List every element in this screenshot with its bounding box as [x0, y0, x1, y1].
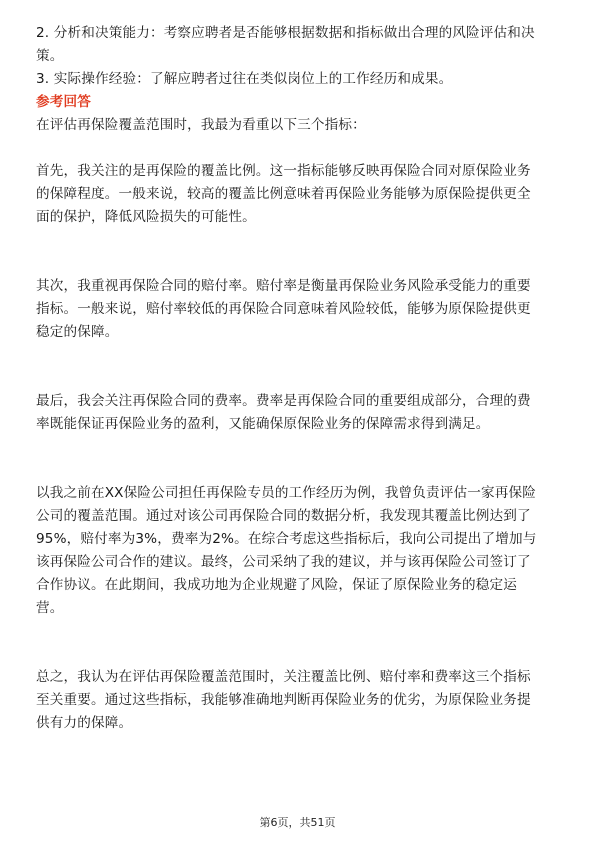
- paragraph-5-line: 总之，我认为在评估再保险覆盖范围时，关注覆盖比例、赔付率和费率这三个指标: [36, 669, 531, 685]
- paragraph-1-line: 的保障程度。一般来说，较高的覆盖比例意味着再保险业务能够为原保险提供更全: [36, 186, 531, 202]
- paragraph-4-line: 营。: [36, 600, 64, 616]
- paragraph-5-line: 至关重要。通过这些指标，我能够准确地判断再保险业务的优劣，为原保险业务提: [36, 692, 531, 708]
- paragraph-4-line: 该再保险公司合作的建议。最终，公司采纳了我的建议，并与该再保险公司签订了: [36, 554, 531, 570]
- paragraph-4-line: 以我之前在XX保险公司担任再保险专员的工作经历为例，我曾负责评估一家再保险: [36, 485, 536, 501]
- paragraph-3-line: 最后，我会关注再保险合同的费率。费率是再保险合同的重要组成部分，合理的费: [36, 393, 531, 409]
- paragraph-1-line: 面的保护，降低风险损失的可能性。: [36, 209, 256, 225]
- paragraph-4-line: 公司的覆盖范围。通过对该公司再保险合同的数据分析，我发现其覆盖比例达到了: [36, 508, 531, 524]
- criteria-item-3: 3. 实际操作经验：了解应聘者过往在类似岗位上的工作经历和成果。: [36, 71, 453, 87]
- paragraph-spacer: [36, 620, 559, 643]
- paragraph-3-line: 率既能保证再保险业务的盈利，又能确保原保险业务的保障需求得到满足。: [36, 416, 490, 432]
- paragraph-spacer: [36, 229, 559, 252]
- paragraph-2-line: 稳定的保障。: [36, 324, 119, 340]
- paragraph-spacer: [36, 252, 559, 275]
- paragraph-2-line: 指标。一般来说，赔付率较低的再保险合同意味着风险较低，能够为原保险提供更: [36, 301, 531, 317]
- paragraph-5-line: 供有力的保障。: [36, 715, 133, 731]
- paragraph-spacer: [36, 137, 559, 160]
- paragraph-1-line: 首先，我关注的是再保险的覆盖比例。这一指标能够反映再保险合同对原保险业务: [36, 163, 531, 179]
- criteria-item-2-line-2: 策。: [36, 48, 64, 64]
- answer-heading: 参考回答: [36, 94, 91, 110]
- paragraph-spacer: [36, 436, 559, 459]
- page-number-footer: 第6页，共51页: [259, 816, 336, 829]
- paragraph-spacer: [36, 459, 559, 482]
- paragraph-2-line: 其次，我重视再保险合同的赔付率。赔付率是衡量再保险业务风险承受能力的重要: [36, 278, 531, 294]
- criteria-item-2-line-1: 2. 分析和决策能力：考察应聘者是否能够根据数据和指标做出合理的风险评估和决: [36, 25, 535, 41]
- paragraph-spacer: [36, 643, 559, 666]
- paragraph-spacer: [36, 367, 559, 390]
- paragraph-4-line: 合作协议。在此期间，我成功地为企业规避了风险，保证了原保险业务的稳定运: [36, 577, 518, 593]
- page-content: [36, 22, 559, 735]
- paragraph-spacer: [36, 344, 559, 367]
- answer-intro: 在评估再保险覆盖范围时，我最为看重以下三个指标：: [36, 117, 366, 133]
- paragraph-4-line: 95%，赔付率为3%，费率为2%。在综合考虑这些指标后，我向公司提出了增加与: [36, 531, 537, 547]
